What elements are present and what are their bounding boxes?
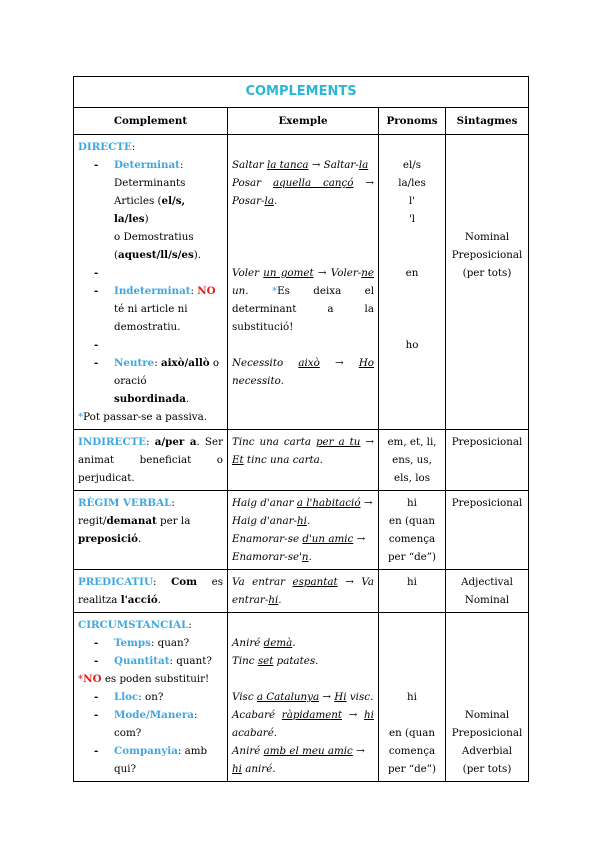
cell-indirecte-exemple: Tinc una carta per a tu → Et tinc una carta. [228, 430, 379, 491]
cell-predicatiu-exemple: Va entrar espantat → Va entrar-hi. [228, 570, 379, 613]
row-circumstancial [74, 613, 529, 782]
circ-sint-nominal: Nominal [464, 709, 510, 721]
circ-sint-per-tots: (per tots) [462, 763, 512, 775]
cell-predicatiu-pronoms: hi [379, 570, 446, 613]
item-indeterminat [78, 282, 223, 336]
pron-en: en [405, 267, 419, 279]
cell-regim-exemple [228, 491, 379, 570]
cell-circumstancial-pronoms [379, 613, 446, 782]
cell-predicatiu-sintagmes [446, 570, 529, 613]
neutre-end: . [185, 393, 190, 405]
predicatiu-sint-nominal: Nominal [464, 594, 510, 606]
label-indirecte: INDIRECTE [78, 436, 147, 448]
ex-regim-2: Enamorar-se d'un amic → Enamorar-se'n. [232, 533, 366, 563]
pron-l-apos: l' [408, 195, 416, 207]
circ-pron-en: en (quan comença per “de”) [387, 727, 437, 775]
header-pronoms: Pronoms [379, 108, 446, 135]
spacer [383, 318, 441, 336]
spacer [383, 300, 441, 318]
regim-pron-en: en (quan comença per “de”) [387, 515, 437, 563]
label-regim: RÈGIM VERBAL [78, 497, 172, 509]
header-complement: Complement [74, 108, 228, 135]
spacer [78, 264, 223, 282]
note-star: * [78, 411, 84, 423]
note-text: Pot passar-se a passiva. [83, 411, 208, 423]
spacer [450, 688, 524, 706]
determinat-name: Determinat [114, 159, 180, 171]
indirecte-text: . Ser animat beneficiat o perjudicat. [78, 436, 224, 484]
ex-directe-2: Posar aquella cançó → Posar-la. [232, 177, 374, 207]
indirecte-prep: a/per a [154, 436, 197, 448]
ex-directe-3: Voler un gomet → Voler-ne un. *Es deixa el determinant a la substitució! [232, 267, 374, 333]
neutre-aixo: això/allò [160, 357, 210, 369]
sint-nominal: Nominal [464, 231, 510, 243]
spacer [383, 616, 441, 652]
ex-circ-5: Aniré amb el meu amic → hi aniré. [232, 745, 365, 775]
pron-la: la/les [398, 177, 426, 189]
spacer [383, 246, 441, 264]
spacer [450, 138, 524, 174]
cell-circumstancial-complement: CIRCUMSTANCIAL: - Temps: quan? - Quantitat: quant? *NO es poden substituir! - Lloc: on? - Mode/Manera: com? - Companyia: amb qui? [74, 613, 228, 782]
determinat-line1: Determinants [114, 177, 186, 189]
ex-circ-2: Tinc set patates. [232, 655, 319, 667]
item-companyia: - Companyia: amb qui? [78, 742, 223, 778]
item-neutre [78, 354, 223, 408]
determinat-line4a: ( [114, 249, 119, 261]
regim-demanat: demanat [106, 515, 157, 527]
label-circumstancial: CIRCUMSTANCIAL [78, 619, 189, 631]
indeterminat-colon: : [190, 285, 198, 297]
pron-ho: ho [405, 339, 419, 351]
spacer [232, 336, 374, 354]
label-directe: DIRECTE [78, 141, 132, 153]
item-determinat: - Determinat: Determinants Articles (el/s, la/les) o Demostratius (aquest/ll/s/es). [78, 156, 223, 264]
spacer [232, 616, 374, 634]
spacer [383, 228, 441, 246]
row-predicatiu [74, 570, 529, 613]
row-directe [74, 135, 529, 430]
cell-predicatiu-complement: PREDICATIU: Com es realitza l'acció. [74, 570, 228, 613]
label-predicatiu: PREDICATIU [78, 576, 153, 588]
cell-directe-sintagmes [446, 135, 529, 430]
spacer [232, 210, 374, 246]
row-regim [74, 491, 529, 570]
item-lloc: - Lloc: on? [78, 688, 223, 706]
ex-circ-3: Visc a Catalunya → Hi visc. [232, 691, 374, 703]
ex-regim-1: Haig d'anar a l'habitació → Haig d'anar-hi. [232, 497, 373, 527]
item-temps: - Temps: quan? [78, 634, 223, 652]
complements-sheet [73, 76, 528, 782]
sint-per-tots: (per tots) [462, 267, 512, 279]
ex-directe-1: Saltar la tanca → Saltar-la [232, 159, 369, 171]
neutre-subordinada: subordinada [114, 393, 186, 405]
header-sintagmes: Sintagmes [446, 108, 529, 135]
neutre-name: Neutre [114, 357, 155, 369]
spacer [450, 210, 524, 228]
determinat-line2a: Articles ( [114, 195, 162, 207]
sint-preposicional: Preposicional [451, 249, 523, 261]
header-exemple: Exemple [228, 108, 379, 135]
indeterminat-text: té ni article ni demostratiu. [114, 303, 188, 333]
spacer [450, 652, 524, 688]
spacer [383, 706, 441, 724]
table-title: COMPLEMENTS [74, 77, 529, 108]
cell-indirecte-complement: INDIRECTE: a/per a. Ser animat beneficiat o perjudicat. [74, 430, 228, 491]
predicatiu-com: Com [171, 576, 198, 588]
spacer [78, 336, 223, 354]
regim-preposicio: preposició [78, 533, 139, 545]
cell-indirecte-sintagmes: Preposicional [446, 430, 529, 491]
cell-circumstancial-sintagmes [446, 613, 529, 782]
regim-pron-hi: hi [407, 497, 417, 509]
directe-note [78, 408, 223, 426]
spacer [232, 670, 374, 688]
ex-circ-4: Acabaré ràpidament → hi acabaré. [232, 709, 374, 739]
item-mode: - Mode/Manera: com? [78, 706, 223, 742]
circ-sint-preposicional: Preposicional [451, 727, 523, 739]
cell-regim-complement: RÈGIM VERBAL: regit/demanat per la preposició. [74, 491, 228, 570]
pron-el: el/s [402, 159, 422, 171]
title-row [74, 77, 529, 108]
complements-table [73, 76, 529, 782]
indeterminat-no: NO [197, 285, 216, 297]
neutre-colon: : [154, 357, 161, 369]
cell-regim-pronoms [379, 491, 446, 570]
spacer [450, 616, 524, 652]
cell-directe-complement: DIRECTE: - Determinat: Determinants Articles (el/s, la/les) o Demostratius (aquest/ll/s/es). - - Indeterminat: NO té ni article ni demostratiu. - - Neutre: això/allò o oració subordinada. *Pot passar-se a passiva. [74, 135, 228, 430]
predicatiu-accio: l'acció [120, 594, 158, 606]
spacer [232, 246, 374, 264]
determinat-line4c: ). [193, 249, 202, 261]
predicatiu-sint-adjectival: Adjectival [461, 576, 513, 588]
cell-regim-sintagmes: Preposicional [446, 491, 529, 570]
item-quantitat: - Quantitat: quant? [78, 652, 223, 670]
spacer [383, 652, 441, 688]
cell-indirecte-pronoms: em, et, li, ens, us, els, los [379, 430, 446, 491]
header-row [74, 108, 529, 135]
cell-circumstancial-exemple [228, 613, 379, 782]
determinat-articles: el/s, la/les [114, 195, 186, 225]
row-indirecte [74, 430, 529, 491]
determinat-line2c: ) [144, 213, 149, 225]
determinat-line3: o Demostratius [114, 231, 194, 243]
cell-directe-pronoms [379, 135, 446, 430]
neutre-mid: o oració [114, 357, 220, 387]
spacer [450, 174, 524, 210]
spacer [383, 138, 441, 156]
ex-circ-1: Aniré demà. [232, 637, 296, 649]
pron-apos-l: 'l [408, 213, 416, 225]
determinat-demostratius: aquest/ll/s/es [118, 249, 194, 261]
spacer [232, 138, 374, 156]
indeterminat-name: Indeterminat [114, 285, 191, 297]
spacer [383, 282, 441, 300]
circ-sint-adverbial: Adverbial [461, 745, 513, 757]
circ-pron-hi: hi [407, 691, 417, 703]
circumstancial-note: *NO es poden substituir! [78, 673, 210, 685]
ex-directe-4: Necessito això → Ho necessito. [232, 357, 374, 387]
cell-directe-exemple [228, 135, 379, 430]
